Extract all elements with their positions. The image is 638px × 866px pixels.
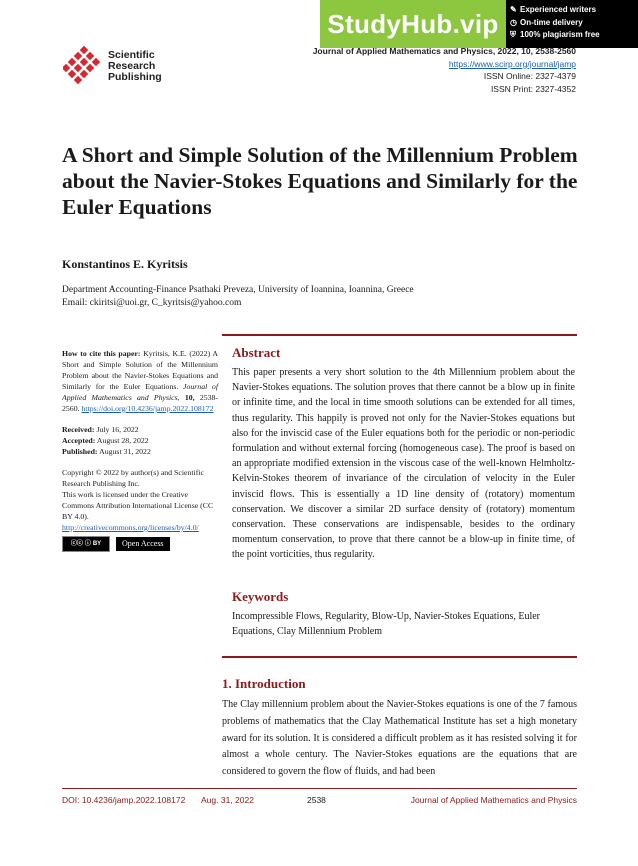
license-url-link[interactable]: http://creativecommons.org/licenses/by/4.0/ [62,523,199,532]
cc-by-badge[interactable] [62,536,110,552]
journal-header [313,45,576,95]
publisher-name-line: Research [108,60,156,72]
clock-icon: ◷ [510,17,517,27]
dates-block [62,424,218,457]
accepted-label: Accepted: [62,436,96,445]
abstract-bottom-rule [222,656,577,658]
pencil-icon: ✎ [510,5,517,14]
citation-journal: Journal of Applied Mathematics and Physics, [62,382,218,402]
issn-online: ISSN Online: 2327-4379 [483,71,576,81]
section-heading-introduction: 1. Introduction [222,676,306,691]
watermark-feature-text: 100% plagiarism free [520,30,600,39]
published-value: August 31, 2022 [99,447,151,456]
journal-url-link[interactable]: https://www.scirp.org/journal/jamp [448,58,576,69]
accepted-date [62,435,218,446]
publisher-name-line: Publishing [108,71,162,83]
creative-commons-icon: ⓒⓒ [70,540,83,547]
received-label: Received: [62,425,95,434]
footer-journal: Journal of Applied Mathematics and Physics [410,795,577,805]
citation-volume: 10, [184,393,195,402]
author-name: Konstantinos E. Kyritsis [62,257,188,271]
citation-doi-link[interactable]: https://doi.org/10.4236/jamp.2022.108172 [81,404,214,413]
citation-label: How to cite this paper: [62,349,141,358]
author-affiliation [62,284,414,310]
diamond-cluster-logo-icon [63,45,105,87]
publisher-name [108,50,162,83]
watermark-feature-list [510,4,600,42]
author-email[interactable]: Email: ckiritsi@uoi.gr, C_kyritsis@yahoo.com [62,298,242,308]
affiliation-text: Department Accounting-Finance Psathaki Preveza, University of Ioannina, Ioannina, Greece [62,285,414,295]
page-number: 2538 [307,795,326,805]
footer-rule [62,788,577,789]
keywords-text: Incompressible Flows, Regularity, Blow-Up, Navier-Stokes Equations, Euler Equations, Clay Millennium Problem [232,611,540,638]
journal-citation: Journal of Applied Mathematics and Physics, 2022, 10, 2538-2560 [312,46,576,56]
copyright-text: Copyright © 2022 by author(s) and Scientific Research Publishing Inc. [62,468,204,488]
citation-text: Kyritsis, K.E. (2022) A Short and Simple Solution of the Millennium Problem about the Navier-Stokes Equations and Similarly for the Euler Equations. [62,349,218,391]
issn-print: ISSN Print: 2327-4352 [490,83,576,94]
attribution-person-icon: ⓘ [84,540,91,547]
published-date [62,446,218,457]
abstract-text: This paper presents a very short solution to the 4th Millennium problem about the Navier-Stokes equations. The solution proves that there cannot be a blow up in finite or infinite time, and the local in time smooth solutions can be extended for all times, thus regularity. This happily is proved not only for the Navier-Stokes equations but also for the inviscid case of the Euler equations both for the periodic or non-periodic formulation and without external forcing (homogeneous case). The proof is based on an appropriate modified extension in the viscous case of the well-known Helmholtz-Kelvin-Stokes theorem of invariance of the circulation of velocity in the Euler inviscid flows. This is essentially a 1D line density of (rotatory) momentum conservation. We discover a similar 2D surface density of (rotatory) momentum conservation. These conservations are indispensable, besides to the ordinary momentum conservation, to prove that there cannot be a blow-up in finite time, of the point vorticities, thus regularity. [232,367,575,561]
watermark-feature [510,17,600,30]
citation-pages: 2538-2560. [62,393,219,413]
license-text: This work is licensed under the Creative Commons Attribution International License (CC BY 4.0). [62,490,214,521]
citation-block [62,348,218,414]
footer-doi: DOI: 10.4236/jamp.2022.108172 [62,795,186,805]
publisher-name-line: Scientific [108,49,155,61]
received-date [62,424,218,435]
watermark-feature [510,4,600,17]
license-badges [62,536,218,552]
received-value: July 16, 2022 [96,425,139,434]
watermark-feature [510,29,600,42]
abstract-top-rule [222,334,577,336]
footer-date: Aug. 31, 2022 [201,795,254,805]
license-block [62,467,218,552]
sidebar-metadata [62,348,218,562]
watermark-feature-text: Experienced writers [520,5,597,14]
abstract-heading: Abstract [232,345,281,360]
cc-by-label: BY [92,540,102,547]
paper-title: A Short and Simple Solution of the Millennium Problem about the Navier-Stokes Equations and Similarly for the Euler Equations [62,143,578,219]
watermark-banner[interactable] [320,0,638,48]
published-label: Published: [62,447,98,456]
watermark-brand[interactable]: StudyHub.vip [320,0,506,48]
keywords-heading: Keywords [232,589,289,604]
watermark-feature-text: On-time delivery [520,17,583,27]
accepted-value: August 28, 2022 [96,436,149,445]
open-access-badge: Open Access [116,537,170,551]
shield-icon: ⛨ [510,30,516,39]
introduction-text: The Clay millennium problem about the Navier-Stokes equations is one of the 7 famous problems of mathematics that the Clay Mathematical Institute has set a high monetary award for its solution. It is considered a difficult problem as it has resisted solving it for almost a whole century. The Navier-Stokes equations are the equations that are considered to govern the flow of fluids, and had been [222,699,577,778]
